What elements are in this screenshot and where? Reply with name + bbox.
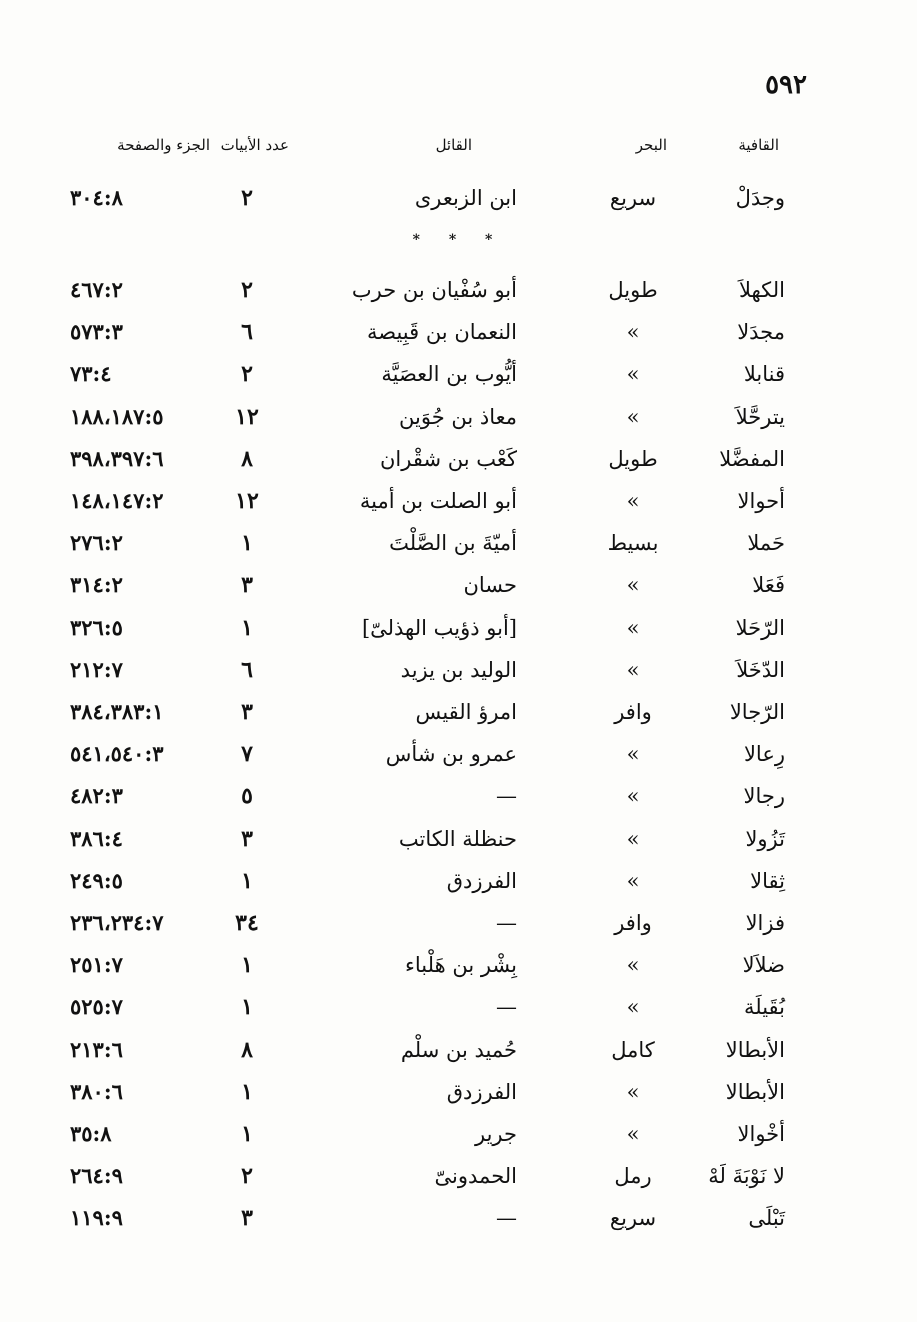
cell-adad: ١: [241, 1078, 253, 1105]
cell-qafia: لا نَوْبَةَ لَهْ: [708, 1164, 785, 1189]
cell-qail: —: [496, 995, 517, 1020]
table-row: [0, 987, 917, 1027]
cell-adad: ٣: [241, 1205, 253, 1232]
cell-juz: ٢٣٦،٢٣٤:٧: [70, 910, 164, 935]
table-row: [0, 481, 917, 521]
cell-qafia: الكهلاَ: [738, 278, 785, 302]
table-row: [0, 178, 917, 218]
cell-bahr: »: [626, 1079, 640, 1104]
cell-qafia: يترحَّلاَ: [735, 404, 785, 429]
cell-qail: أيُّوب بن العصَيَّة: [381, 362, 517, 387]
cell-qail: حسان: [463, 573, 517, 598]
cell-qafia: الرّجالا: [729, 700, 785, 724]
cell-qafia: رِعالا: [743, 742, 785, 767]
cell-qafia: أحوالا: [737, 489, 785, 513]
table-row: [0, 903, 917, 943]
table-row: [0, 1114, 917, 1154]
cell-juz: ٥٢٥:٧: [70, 994, 123, 1020]
cell-qafia: مجدَلا: [737, 320, 785, 345]
cell-juz: ١١٩:٩: [70, 1205, 123, 1231]
cell-adad: ٣٤: [235, 910, 259, 936]
cell-qail: كَعْب بن شقْران: [380, 446, 517, 471]
cell-adad: ٣: [241, 699, 253, 725]
cell-adad: ١: [241, 952, 253, 979]
cell-qail: الفرزدق: [446, 1079, 517, 1104]
section-separator: * * *: [412, 232, 505, 248]
cell-juz: ٣٨٤،٣٨٣:١: [70, 699, 164, 724]
cell-adad: ٥: [241, 783, 253, 810]
cell-qail: —: [496, 1206, 517, 1231]
cell-bahr: طويل: [608, 278, 658, 302]
cell-bahr: »: [626, 826, 640, 851]
cell-qafia: الأبطالا: [725, 1079, 785, 1104]
cell-juz: ٣٢٦:٥: [70, 614, 123, 640]
cell-qail: حُميد بن سلْم: [400, 1037, 517, 1062]
cell-adad: ١: [241, 1121, 253, 1147]
cell-bahr: »: [626, 404, 640, 429]
table-row: [0, 354, 917, 394]
cell-juz: ٢٦٤:٩: [70, 1163, 123, 1189]
cell-qafia: وجدَلْ: [735, 186, 785, 210]
table-row: [0, 565, 917, 605]
table-row: [0, 1198, 917, 1238]
cell-juz: ٣٨٦:٤: [70, 825, 123, 851]
table-row: [0, 1072, 917, 1112]
cell-qafia: رجالا: [743, 784, 785, 809]
header-qafia: القافية: [738, 136, 779, 154]
table-row: [0, 312, 917, 352]
cell-bahr: »: [626, 784, 640, 809]
cell-juz: ٢٤٩:٥: [70, 867, 123, 893]
cell-qafia: ثِقالا: [750, 868, 785, 893]
cell-adad: ٨: [241, 445, 253, 472]
cell-bahr: »: [626, 573, 640, 598]
cell-bahr: »: [626, 489, 640, 513]
table-row: [0, 439, 917, 479]
cell-bahr: »: [626, 362, 640, 387]
cell-bahr: »: [626, 995, 640, 1020]
page-number: ٥٩٢: [765, 70, 807, 100]
cell-adad: ٢: [241, 361, 253, 388]
table-row: [0, 692, 917, 732]
cell-adad: ٣: [241, 825, 253, 852]
cell-qafia: ضلاَلا: [742, 953, 785, 978]
cell-adad: ٦: [241, 656, 253, 683]
cell-adad: ١: [241, 614, 253, 641]
cell-qail: الوليد بن يزيد: [400, 657, 517, 682]
cell-qail: —: [496, 911, 517, 935]
cell-bahr: بسيط: [607, 531, 659, 556]
cell-juz: ٣٠٤:٨: [70, 185, 123, 210]
table-row: [0, 1156, 917, 1196]
cell-juz: ٣٩٨،٣٩٧:٦: [70, 445, 164, 471]
cell-juz: ١٤٨،١٤٧:٢: [70, 488, 164, 513]
cell-qafia: بُقَيلَة: [743, 995, 785, 1020]
cell-qail: بِشْر بن هَلْباء: [405, 953, 517, 978]
cell-bahr: سريع: [609, 186, 657, 210]
table-row: [0, 523, 917, 563]
header-adad: عدد الأبيات: [220, 136, 289, 154]
cell-juz: ٢١٢:٧: [70, 656, 123, 682]
cell-bahr: وافر: [614, 911, 652, 935]
cell-qail: عمرو بن شأس: [385, 742, 517, 767]
cell-qafia: فَعَلا: [752, 573, 785, 598]
cell-juz: ٣٥:٨: [70, 1121, 112, 1146]
table-row: [0, 608, 917, 648]
cell-qail: أبو الصلت بن أمية: [359, 489, 517, 513]
table-row: [0, 945, 917, 985]
cell-qail: النعمان بن قَبِيصة: [366, 320, 517, 345]
cell-qafia: الأبطالا: [725, 1037, 785, 1062]
cell-qafia: قنابلا: [743, 362, 785, 387]
table-row: [0, 734, 917, 774]
cell-bahr: »: [626, 615, 640, 640]
cell-juz: ٢٥١:٧: [70, 952, 123, 978]
cell-juz: ٧٣:٤: [70, 361, 112, 387]
cell-bahr: »: [626, 320, 640, 345]
cell-bahr: كامل: [611, 1037, 655, 1062]
cell-qail: —: [496, 784, 517, 809]
cell-bahr: »: [626, 868, 640, 893]
cell-qail: حنظلة الكاتب: [398, 826, 517, 851]
cell-adad: ٢: [241, 1163, 253, 1190]
cell-qafia: أخْوالا: [737, 1122, 785, 1146]
table-row: [0, 1030, 917, 1070]
cell-juz: ٤٦٧:٢: [70, 277, 123, 302]
cell-bahr: طويل: [608, 446, 658, 471]
table-row: [0, 270, 917, 310]
table-header: [0, 136, 917, 160]
cell-bahr: »: [626, 742, 640, 767]
table-row: [0, 819, 917, 859]
cell-qail: الحمدونىّ: [434, 1164, 517, 1189]
cell-qail: [أبو ذؤيب الهذلىّ]: [361, 615, 517, 640]
cell-qail: أميّةَ بن الصَّلْتَ: [389, 531, 517, 556]
cell-adad: ٦: [241, 319, 253, 346]
table-row: [0, 650, 917, 690]
cell-bahr: وافر: [614, 700, 652, 724]
cell-juz: ٥٧٣:٣: [70, 319, 123, 345]
cell-adad: ١: [241, 530, 253, 557]
cell-qail: جرير: [475, 1122, 517, 1146]
cell-adad: ١: [241, 867, 253, 894]
cell-qafia: الرّحَلا: [735, 615, 785, 640]
cell-juz: ٣٨٠:٦: [70, 1078, 123, 1104]
cell-juz: ٤٨٢:٣: [70, 783, 123, 809]
cell-juz: ٥٤١،٥٤٠:٣: [70, 741, 164, 767]
header-juz: الجزء والصفحة: [117, 136, 210, 154]
header-qail: القائل: [435, 136, 472, 154]
cell-qafia: الدّخَلاَ: [736, 657, 785, 682]
cell-bahr: سريع: [609, 1206, 657, 1231]
table-row: [0, 776, 917, 816]
cell-qail: معاذ بن جُوَين: [399, 404, 517, 429]
cell-bahr: »: [626, 953, 640, 978]
cell-adad: ٨: [241, 1036, 253, 1063]
cell-adad: ١٢: [235, 403, 259, 430]
cell-bahr: »: [626, 657, 640, 682]
cell-qail: الفرزدق: [446, 868, 517, 893]
cell-qafia: تَزُولا: [745, 826, 785, 851]
cell-juz: ٢٧٦:٢: [70, 530, 123, 556]
cell-juz: ٣١٤:٢: [70, 572, 123, 598]
header-bahr: البحر: [635, 136, 667, 154]
cell-adad: ١٢: [235, 488, 259, 514]
cell-qafia: تَبْلَى: [748, 1206, 785, 1231]
cell-qail: امرؤ القيس: [415, 700, 517, 724]
table-row: [0, 861, 917, 901]
cell-adad: ٧: [241, 741, 253, 768]
cell-qafia: المفضَّلا: [719, 446, 785, 471]
cell-bahr: »: [626, 1122, 640, 1146]
cell-adad: ٣: [241, 572, 253, 599]
cell-adad: ٢: [241, 277, 253, 303]
cell-adad: ٢: [241, 185, 253, 211]
cell-qafia: حَملا: [747, 531, 785, 556]
cell-qafia: فزالا: [745, 911, 785, 935]
cell-juz: ٢١٣:٦: [70, 1036, 123, 1062]
cell-juz: ١٨٨،١٨٧:٥: [70, 403, 164, 429]
table-row: [0, 397, 917, 437]
cell-qail: ابن الزبعرى: [414, 186, 517, 210]
cell-qail: أبو سُفْيان بن حرب: [351, 278, 517, 302]
cell-bahr: رمل: [614, 1164, 652, 1189]
cell-adad: ١: [241, 994, 253, 1021]
